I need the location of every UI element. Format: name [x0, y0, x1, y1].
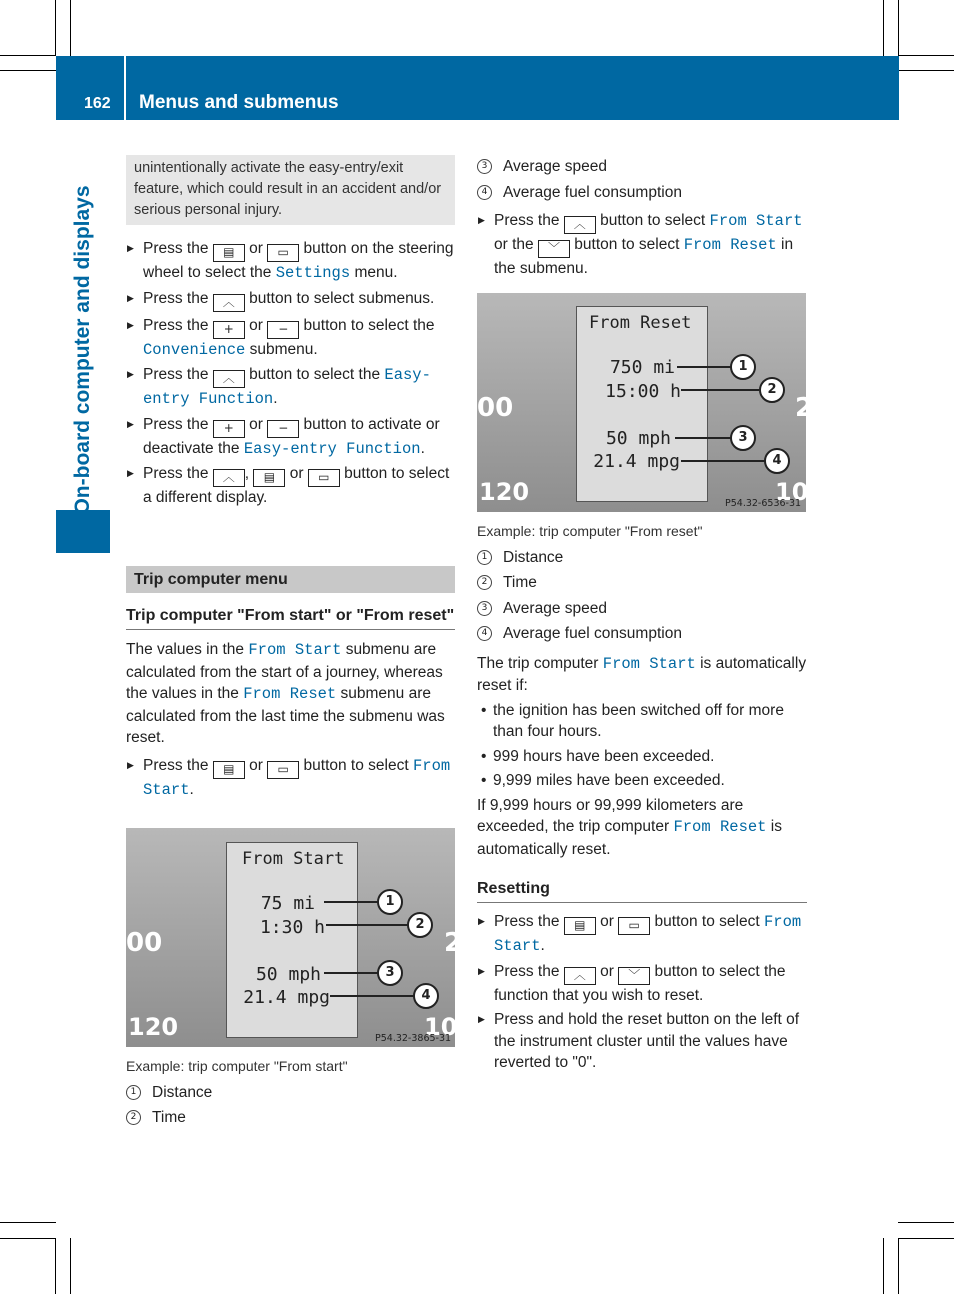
display-title: From Start	[242, 849, 345, 869]
number-icon: 2	[126, 1110, 141, 1125]
crop-mark	[898, 1238, 954, 1239]
intro-paragraph: The values in the From Start submenu are calculated from the start of a journey, whereas the values in the From Reset submenu are calculated from the last time the submenu was reset.	[126, 641, 445, 746]
number-icon: 3	[477, 159, 492, 174]
step-reset-hold: ▶ Press and hold the reset button on the left of the instrument cluster until the values have reverted to "0".	[477, 1009, 807, 1074]
callout-2: 2	[759, 377, 785, 403]
crop-mark	[898, 70, 954, 71]
auto-reset-list	[477, 700, 807, 792]
step-from-reset: ▶ Press the ︿ button to select From Start or the ﹀ button to select From Reset in the submenu.	[477, 210, 806, 280]
step-text: or	[249, 316, 263, 334]
crop-mark	[70, 1238, 71, 1294]
number-icon: 4	[477, 626, 492, 641]
down-button-icon: ﹀	[618, 967, 650, 985]
list-item: 3 Average speed	[477, 156, 806, 178]
display-speed: 50 mph	[255, 964, 321, 985]
crop-mark	[0, 1238, 56, 1239]
menu-left-button-icon: ▤	[253, 469, 285, 487]
step-text: .	[420, 439, 425, 457]
list-item: 3 Average speed	[477, 598, 807, 620]
step-text: or	[289, 465, 304, 482]
list-item: 4 Average fuel consumption	[477, 623, 807, 645]
callout-line	[324, 972, 378, 974]
callout-line	[324, 901, 378, 903]
subheading: Trip computer "From start" or "From reset"	[126, 605, 455, 630]
step-submenus	[126, 288, 458, 312]
step-convenience	[126, 315, 458, 362]
plus-button-icon: +	[213, 420, 245, 438]
step-text: menu.	[354, 264, 398, 281]
menu-code-from-start: From Start	[709, 212, 803, 230]
callout-line	[681, 389, 759, 391]
menu-left-button-icon: ▤	[213, 761, 245, 779]
callout-3: 3	[730, 425, 756, 451]
crop-mark	[898, 55, 954, 56]
list-item: 4 Average fuel consumption	[477, 182, 806, 204]
number-icon: 1	[477, 550, 492, 565]
menu-code-from-start: From Start	[248, 641, 342, 659]
callout-line	[677, 366, 731, 368]
crop-mark	[883, 1238, 884, 1294]
number-icon: 4	[477, 185, 492, 200]
gauge-number: 120	[479, 478, 530, 506]
up-button-icon: ︿	[213, 370, 245, 388]
gauge-number: 120	[128, 1013, 179, 1041]
number-icon: 2	[477, 575, 492, 590]
legend-list	[477, 547, 807, 645]
menu-left-button-icon: ▤	[213, 244, 245, 262]
step-reset-function: ▶ Press the ︿ or ﹀ button to select the function that you wish to reset.	[477, 961, 807, 1007]
display-fuel: 21.4 mpg	[593, 451, 680, 472]
list-item: 2 Time	[477, 572, 807, 594]
display-speed: 50 mph	[605, 428, 671, 449]
step-text: button to select the	[303, 316, 435, 334]
caption-from-reset: Example: trip computer "From reset"	[477, 523, 703, 539]
menu-code-from-start: From Start	[143, 756, 451, 799]
crop-mark	[0, 55, 56, 56]
crop-mark	[898, 0, 899, 56]
page-number: 162	[84, 95, 111, 112]
callout-line	[681, 460, 765, 462]
page-title: Menus and submenus	[139, 92, 339, 113]
menu-code-from-reset: From Reset	[683, 236, 777, 254]
step-text: or	[249, 415, 263, 433]
legend-list	[126, 1082, 455, 1129]
menu-code-from-reset: From Reset	[243, 685, 337, 703]
list-item: 1 Distance	[126, 1082, 455, 1104]
display-screen	[576, 306, 708, 502]
step-text: Press the	[143, 415, 209, 433]
menu-code-from-reset: From Reset	[673, 818, 767, 836]
step-text: Press the	[143, 289, 209, 307]
display-distance: 75 mi	[260, 893, 315, 914]
callout-3: 3	[377, 960, 403, 986]
side-tab-block	[56, 510, 110, 553]
step-reset-select: ▶ Press the ▤ or ▭ button to select From Start.	[477, 911, 807, 958]
step-text: Press the	[143, 316, 209, 334]
callout-4: 4	[413, 983, 439, 1009]
right-lower	[477, 521, 807, 1077]
crop-mark	[55, 0, 56, 56]
crop-mark	[0, 1222, 56, 1223]
menu-right-button-icon: ▭	[267, 761, 299, 779]
number-icon: 1	[126, 1085, 141, 1100]
trip-computer-from-reset-image	[477, 293, 814, 512]
list-item: • the ignition has been switched off for more than four hours.	[477, 700, 807, 743]
step-easy-entry	[126, 364, 458, 411]
list-item: 2 Time	[126, 1107, 455, 1129]
gauge-number: 10	[775, 478, 809, 506]
crop-mark	[883, 0, 884, 56]
minus-button-icon: −	[267, 420, 299, 438]
exceeded-paragraph: If 9,999 hours or 99,999 kilometers are exceeded, the trip computer From Reset is automatically reset.	[477, 796, 782, 858]
step-text: button to activate or deactivate the	[143, 415, 440, 457]
menu-right-button-icon: ▭	[618, 917, 650, 935]
step-activate	[126, 414, 458, 461]
step-text: button to select submenus.	[249, 289, 435, 307]
callout-line	[675, 437, 731, 439]
list-item: 1 Distance	[477, 547, 807, 569]
header-divider	[124, 56, 126, 120]
callout-4: 4	[764, 448, 790, 474]
side-tab-title: On-board computer and displays	[71, 185, 94, 515]
step-text: button on the steering wheel to select the	[143, 240, 454, 281]
menu-code-settings: Settings	[275, 264, 351, 282]
left-lower	[126, 605, 455, 804]
callout-1: 1	[377, 889, 403, 915]
list-item: • 9,999 miles have been exceeded.	[477, 770, 807, 792]
step-text: button to select a different display.	[143, 465, 450, 506]
crop-mark	[898, 1222, 954, 1223]
step-from-start: ▶ Press the ▤ or ▭ button to select From Start.	[126, 755, 455, 802]
auto-reset-paragraph: The trip computer From Start is automatically reset if:	[477, 654, 807, 694]
step-text: ,	[244, 465, 250, 482]
number-icon: 3	[477, 601, 492, 616]
photo-id: P54.32-6536-31	[725, 498, 802, 509]
up-button-icon: ︿	[564, 967, 596, 985]
callout-line	[330, 995, 414, 997]
crop-mark	[55, 1238, 56, 1294]
display-time: 1:30 h	[259, 917, 325, 938]
menu-code-convenience: Convenience	[143, 340, 246, 359]
resetting-heading: Resetting	[477, 878, 807, 903]
crop-mark	[70, 0, 71, 56]
gauge-number: 2	[444, 928, 463, 958]
right-top	[477, 156, 806, 283]
step-settings	[126, 238, 458, 285]
display-distance: 750 mi	[609, 357, 675, 378]
step-text: or	[249, 240, 263, 257]
menu-left-button-icon: ▤	[564, 917, 596, 935]
display-fuel: 21.4 mpg	[243, 987, 330, 1008]
display-time: 15:00 h	[605, 381, 681, 402]
menu-code-from-start: From Start	[602, 654, 696, 673]
menu-code-from-start: From Start	[494, 913, 802, 955]
step-text: Press the	[143, 465, 209, 482]
menu-right-button-icon: ▭	[308, 469, 340, 487]
display-screen	[226, 842, 358, 1038]
callout-2: 2	[407, 912, 433, 938]
menu-code-easy-entry: Easy-entry Function	[243, 439, 421, 458]
menu-code-easy-entry: Easy-entry Function	[143, 366, 431, 408]
gauge-number: 00	[477, 393, 514, 423]
crop-mark	[898, 1238, 899, 1294]
callout-1: 1	[730, 354, 756, 380]
gauge-number: 10	[424, 1013, 458, 1041]
section-title: Trip computer menu	[126, 566, 455, 593]
left-steps	[126, 238, 458, 512]
photo-id: P54.32-3865-31	[375, 1033, 452, 1044]
left-caption	[126, 1056, 455, 1133]
step-different-display	[126, 463, 458, 509]
step-text: submenu.	[249, 340, 318, 358]
step-text: button to select the	[249, 366, 381, 383]
plus-button-icon: +	[213, 321, 245, 339]
step-text: .	[273, 390, 278, 407]
legend-list	[477, 156, 806, 203]
crop-mark	[0, 70, 56, 71]
down-button-icon: ﹀	[538, 240, 570, 258]
menu-right-button-icon: ▭	[267, 244, 299, 262]
display-title: From Reset	[589, 313, 692, 333]
list-item: • 999 hours have been exceeded.	[477, 746, 807, 768]
caption-from-start: Example: trip computer "From start"	[126, 1058, 348, 1074]
step-text: Press the	[143, 366, 209, 383]
trip-computer-from-start-image	[126, 828, 463, 1047]
minus-button-icon: −	[267, 321, 299, 339]
up-button-icon: ︿	[213, 469, 245, 487]
up-button-icon: ︿	[564, 216, 596, 234]
gauge-number: 00	[126, 928, 163, 958]
gauge-number: 2	[795, 393, 814, 423]
warning-box: unintentionally activate the easy-entry/exit feature, which could result in an accident and/or serious personal injury.	[126, 155, 455, 225]
step-text: Press the	[143, 240, 209, 257]
up-button-icon: ︿	[213, 294, 245, 312]
callout-line	[326, 924, 408, 926]
